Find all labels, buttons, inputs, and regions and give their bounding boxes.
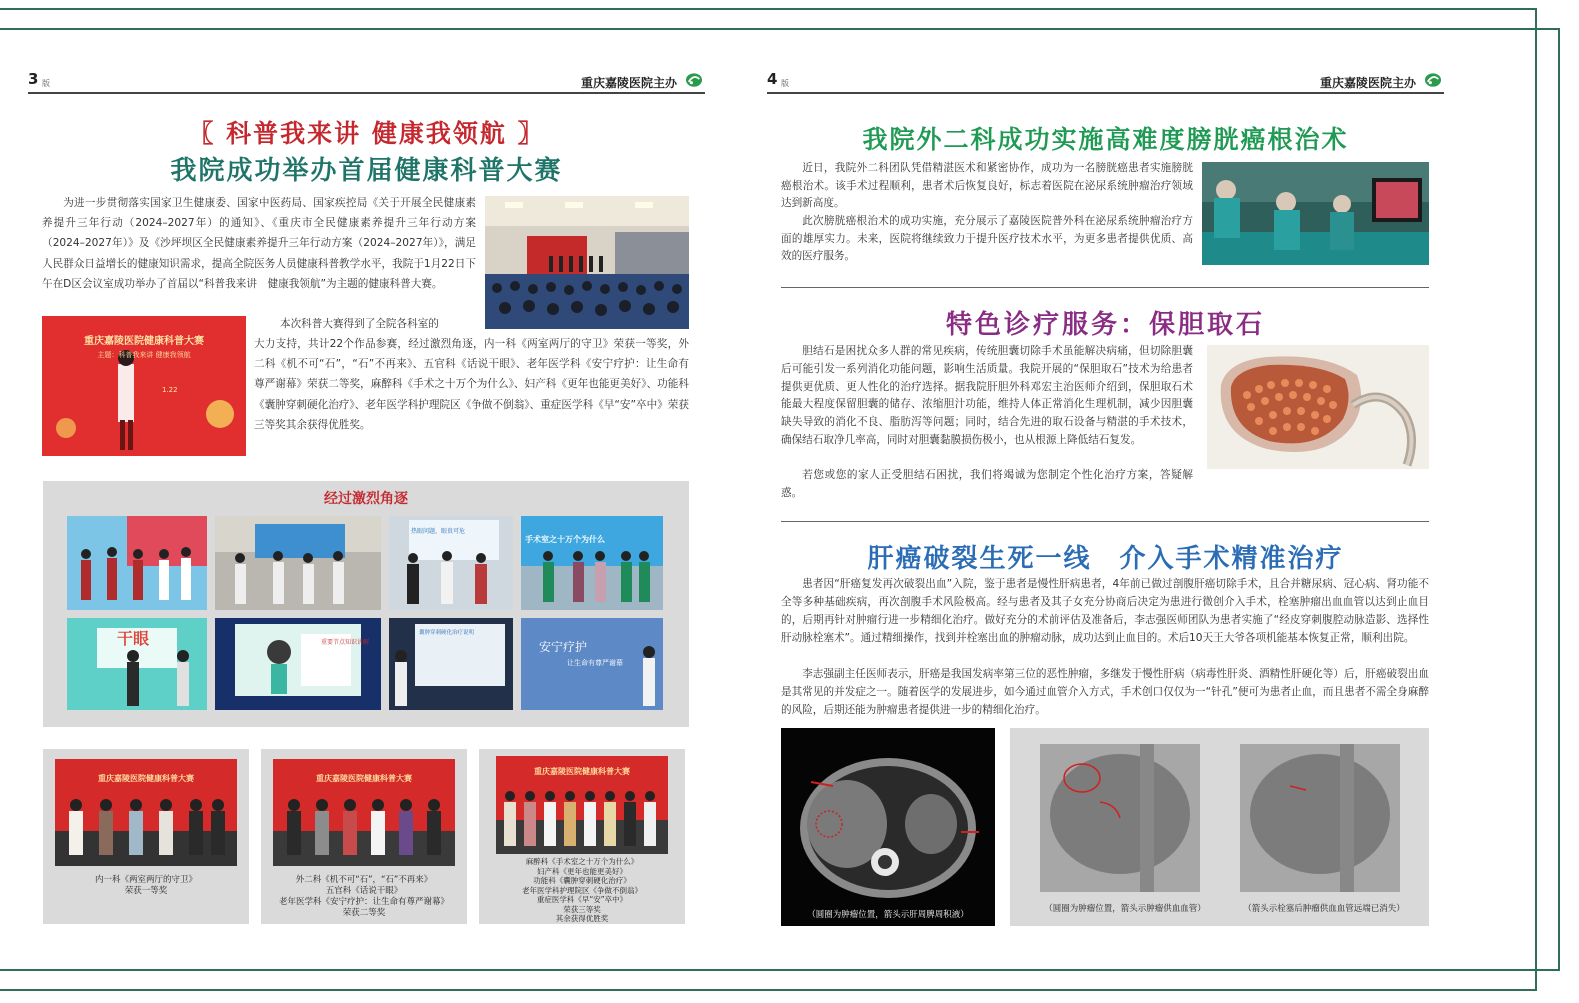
dsa-image-before bbox=[1040, 744, 1200, 892]
gallery-photo-5 bbox=[67, 618, 207, 710]
article1-title: 我院外二科成功实施高难度膀胱癌根治术 bbox=[862, 125, 1349, 154]
banner-speaker-photo bbox=[42, 316, 246, 456]
gallbladder-illustration bbox=[1207, 345, 1429, 469]
award-caption-3-line: 功能科《囊肿穿刺硬化治疗》 bbox=[533, 876, 631, 885]
award-caption-3-line: 妇产科《更年也能更美好》 bbox=[537, 866, 627, 876]
award-caption-2 bbox=[261, 875, 467, 919]
surgery-photo bbox=[1202, 162, 1429, 265]
hospital-logo-icon bbox=[685, 72, 703, 88]
award-caption-2-line: 荣获二等奖 bbox=[342, 908, 386, 918]
left-page bbox=[28, 70, 705, 930]
award-caption-1-line: 内一科《两室两厅的守卫》 bbox=[94, 875, 197, 885]
ct-scan-image bbox=[781, 728, 995, 926]
article3-title: 肝癌破裂生死一线 介入手术精准治疗 bbox=[867, 544, 1344, 574]
award-caption-3 bbox=[479, 857, 685, 924]
award-caption-3-line: 麻醉科《手术室之十万个为什么》 bbox=[525, 857, 639, 866]
gallery-photo-1 bbox=[67, 516, 207, 610]
award-caption-3-line: 其余获得优胜奖 bbox=[555, 914, 609, 923]
article-title-line2: 我院成功举办首届健康科普大赛 bbox=[170, 156, 563, 186]
article2-para1: 胆结石是困扰众多人群的常见疾病，传统胆囊切除手术虽能解决病痛，但切除胆囊后可能引发一系列消化功能问题，影响生活质量。我院开展的“保胆取石”技术为给患者提供更优质、更人性化的治疗选择。据我院肝胆外科邓宏主治医师介绍到，保胆取石术能最大程度保留胆囊的储存、浓缩胆汁功能，维持人体正常消化生理机制，减少因胆囊缺失导致的消化不良、脂肪泻等问题；同时，结合先进的取石设备与精湛的手术技术，确保结石取净几率高，同时对胆囊黏膜损伤极小，也从根源上降低结石复发。 bbox=[781, 345, 1193, 446]
award-photo-2 bbox=[273, 759, 455, 866]
angiography-panel bbox=[1010, 728, 1429, 926]
conference-hall-photo bbox=[485, 196, 689, 329]
gallery-photo-6-text: 重要节点知识讲解 bbox=[321, 639, 370, 646]
page-header bbox=[767, 70, 1444, 94]
award-caption-1 bbox=[43, 875, 249, 897]
article2-title: 特色诊疗服务：保胆取石 bbox=[945, 310, 1265, 340]
award-photo-1-banner: 重庆嘉陵医院健康科普大赛 bbox=[98, 774, 194, 783]
article1-para2: 此次膀胱癌根治术的成功实施，充分展示了嘉陵医院普外科在泌尿系统肿瘤治疗方面的雄厚实力。未来，医院将继续致力于提升医疗技术水平，为更多患者提供优质、高效的医疗服务。 bbox=[781, 215, 1193, 262]
gallery-panel bbox=[43, 481, 689, 727]
award-caption-3-line: 老年医学科护理院区《争做不倒翁》 bbox=[522, 885, 642, 895]
section-divider-1 bbox=[781, 287, 1429, 288]
gallery-photo-8-subtext: 让生命有尊严谢幕 bbox=[567, 659, 623, 667]
award-photo-2-banner: 重庆嘉陵医院健康科普大赛 bbox=[316, 774, 412, 783]
award-panel-1 bbox=[43, 749, 249, 924]
page-number: 4 bbox=[767, 70, 778, 88]
intro-paragraph: 为进一步贯彻落实国家卫生健康委、国家中医药局、国家疾控局《关于开展全民健康素养提升三年行动（2024–2027年）的通知》、《重庆市全民健康素养提升三年行动方案（2024–2027年）》及《沙坪坝区全民健康素养提升三年行动方案（2024–2027年）》，满足人民群众日益增长的健康知识需求，提高全院医务人员健康科普教学水平，我院于1月22日下午在D区会议室成功举办了首届以“科普我来讲 健康我领航”为主题的健康科普大赛。 bbox=[42, 197, 476, 290]
award-caption-3-line: 重症医学科《早“安”卒中》 bbox=[536, 895, 628, 904]
frame-bottom-line-2 bbox=[0, 989, 1536, 991]
article3-para2: 李志强副主任医师表示，肝癌是我国发病率第三位的恶性肿瘤，多继发于慢性肝病（病毒性肝炎、酒精性肝硬化等）后，肝癌破裂出血是其常见的并发症之一。随着医学的发展进步，如今通过血管介入方式，手术创口仅仅为一“针孔”便可为患者止血，而且患者不需全身麻醉的风险，后期还能为肿瘤患者提供进一步的精细化治疗。 bbox=[781, 668, 1429, 716]
article-title-line1: 〖 科普我来讲 健康我领航 〗 bbox=[188, 119, 545, 148]
article3-para1: 患者因“肝癌复发再次破裂出血”入院，鉴于患者是慢性肝病患者，4年前已做过剖腹肝癌切除手术，且合并糖尿病、冠心病、肾功能不全等多种基础疾病，再次剖腹手术风险极高。经与患者及其子女充分协商后决定为患进行微创介入手术，栓塞肿瘤出血血管以达到止血目的，后期再针对肿瘤行进一步精细化治疗。做好充分的术前评估及准备后，李志强医师团队为患者实施了“经皮穿刺腹腔动脉造影、选择性肝动脉栓塞术”。通过精细操作，找到并栓塞出血的肿瘤动脉，成功达到止血目的。术后10天王大爷各项机能基本恢复正常，顺利出院。 bbox=[781, 578, 1429, 644]
award-caption-2-line: 老年医学科《安宁疗护：让生命有尊严谢幕》 bbox=[278, 897, 449, 907]
right-page bbox=[767, 70, 1444, 930]
award-photo-3-banner: 重庆嘉陵医院健康科普大赛 bbox=[534, 767, 630, 776]
page-header bbox=[28, 70, 705, 94]
gallery-photo-4 bbox=[521, 516, 663, 610]
body-line1: 本次科普大赛得到了全院各科室的 bbox=[280, 318, 439, 330]
sponsor-label: 重庆嘉陵医院主办 bbox=[1319, 76, 1416, 90]
hospital-logo-icon bbox=[1424, 72, 1442, 88]
banner-photo-subtitle: 主题：科普我来讲 健康我领航 bbox=[97, 351, 191, 359]
gallery-photo-8-text: 安宁疗护 bbox=[539, 640, 588, 654]
dsa-image-after bbox=[1240, 744, 1400, 892]
gallery-photo-7-text: 囊肿穿刺硬化治疗说明 bbox=[419, 630, 475, 636]
frame-top-line-2 bbox=[0, 28, 1560, 30]
section-divider-2 bbox=[781, 521, 1429, 522]
banner-photo-title: 重庆嘉陵医院健康科普大赛 bbox=[84, 336, 204, 347]
gallery-photo-7 bbox=[389, 618, 513, 710]
frame-bottom-line bbox=[0, 969, 1560, 971]
gallery-photo-3-text: 热眼问题，眼贵可危 bbox=[411, 528, 466, 535]
page-suffix: 版 bbox=[781, 79, 789, 88]
award-photo-3 bbox=[496, 756, 668, 854]
article1-para1: 近日，我院外二科团队凭借精湛医术和紧密协作，成功为一名膀胱癌患者实施膀胱癌根治术。该手术过程顺利，患者术后恢复良好，标志着医院在泌尿系统肿瘤治疗领域达到新高度。 bbox=[781, 162, 1193, 209]
gallery-photo-3 bbox=[389, 516, 513, 610]
sponsor-label: 重庆嘉陵医院主办 bbox=[580, 76, 677, 90]
gallery-photo-8 bbox=[521, 618, 663, 710]
banner-photo-date: 1.22 bbox=[162, 386, 178, 394]
body-paragraph: 大力支持，共计22个作品参赛，经过激烈角逐，内一科《两室两厅的守卫》荣获一等奖，外二科《机不可“石”，“石”不再来》、五官科《话说干眼》、老年医学科《安宁疗护：让生命有尊严谢幕》荣获二等奖，麻醉科《手术之十万个为什么》、妇产科《更年也能更美好》、功能科《囊肿穿刺硬化治疗》、老年医学科护理院区《争做不倒翁》、重症医学科《早“安”卒中》荣获三等奖其余获得优胜奖。 bbox=[254, 338, 689, 431]
page-suffix: 版 bbox=[42, 79, 50, 88]
award-caption-2-line: 五官科《话说干眼》 bbox=[325, 886, 403, 896]
gallery-title: 经过激烈角逐 bbox=[324, 491, 408, 507]
award-panel-2 bbox=[261, 749, 467, 924]
frame-right-line bbox=[1535, 8, 1537, 991]
page-number: 3 bbox=[28, 70, 39, 88]
gallery-photo-4-text: 手术室之十万个为什么 bbox=[525, 535, 605, 544]
frame-top-line bbox=[0, 8, 1536, 10]
award-caption-3-line: 荣获三等奖 bbox=[563, 904, 601, 914]
ct-caption: （圆圈为肿瘤位置，箭头示肝周脾周积液） bbox=[807, 910, 969, 920]
award-photo-1 bbox=[55, 759, 237, 866]
gallery-photo-6 bbox=[215, 618, 381, 710]
frame-right-line-2 bbox=[1558, 28, 1560, 971]
award-caption-2-line: 外二科《机不可“石”，“石”不再来》 bbox=[295, 875, 433, 885]
gallery-photo-2 bbox=[215, 516, 381, 610]
award-panel-3 bbox=[479, 749, 685, 924]
article2-para2: 若您或您的家人正受胆结石困扰，我们将竭诚为您制定个性化治疗方案，答疑解惑。 bbox=[781, 469, 1193, 499]
gallery-photo-5-text: 干眼 bbox=[117, 629, 150, 648]
award-caption-1-line: 荣获一等奖 bbox=[124, 886, 168, 896]
dsa-caption-2: （箭头示栓塞后肿瘤供血血管远端已消失） bbox=[1243, 904, 1405, 914]
dsa-caption-1: （圆圈为肿瘤位置，箭头示肿瘤供血血管） bbox=[1044, 904, 1206, 914]
